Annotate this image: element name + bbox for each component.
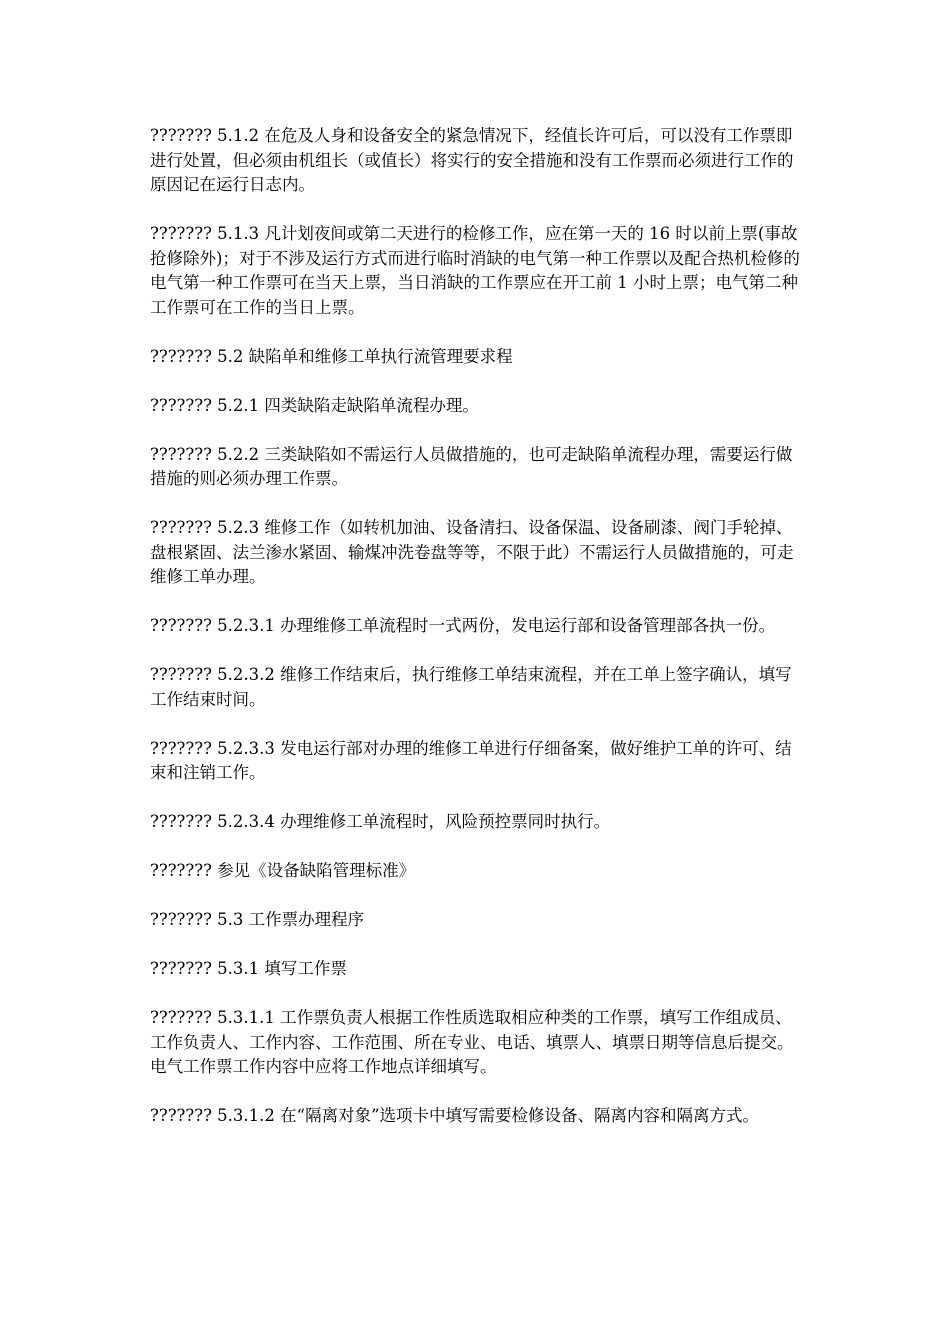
- paragraph-5-1-3: ??????? 5.1.3 凡计划夜间或第二天进行的检修工作，应在第一天的 16 时以前上票(事故抢修除外)；对于不涉及运行方式而进行临时消缺的电气第一种工作票以及配合热机检修的电气第一种工作票可在当天上票，当日消缺的工作票应在开工前 1 小时上票；电气第二种工作票可在工作的当日上票。: [150, 224, 800, 317]
- paragraph-5-2-3-4: ??????? 5.2.3.4 办理维修工单流程时，风险预控票同时执行。: [150, 812, 611, 831]
- paragraph-5-2-3: ??????? 5.2.3 维修工作（如转机加油、设备清扫、设备保温、设备刷漆、阀门手轮掉、盘根紧固、法兰渗水紧固、输煤冲洗卷盘等等，不限于此）不需运行人员做措施的，可走维修工单办理。: [150, 518, 794, 586]
- heading-5-3-1: ??????? 5.3.1 填写工作票: [150, 959, 347, 978]
- heading-5-3: ??????? 5.3 工作票办理程序: [150, 910, 365, 929]
- paragraph-5-3-1-2: ??????? 5.3.1.2 在“隔离对象”选项卡中填写需要检修设备、隔离内容和隔离方式。: [150, 1106, 760, 1125]
- paragraph-5-1-2: ??????? 5.1.2 在危及人身和设备安全的紧急情况下，经值长许可后，可以没有工作票即进行处置，但必须由机组长（或值长）将实行的安全措施和没有工作票而必须进行工作的原因记在运行日志内。: [150, 126, 794, 194]
- heading-5-2: ??????? 5.2 缺陷单和维修工单执行流管理要求程: [150, 346, 513, 366]
- paragraph-5-2-1: ??????? 5.2.1 四类缺陷走缺陷单流程办理。: [150, 395, 479, 415]
- reference-line: ??????? 参见《设备缺陷管理标准》: [150, 861, 416, 880]
- paragraph-5-3-1-1: ??????? 5.3.1.1 工作票负责人根据工作性质选取相应种类的工作票，填写工作组成员、工作负责人、工作内容、工作范围、所在专业、电话、填票人、填票日期等信息后提交。电气工作票工作内容中应将工作地点详细填写。: [150, 1008, 794, 1076]
- paragraph-5-2-3-1: ??????? 5.2.3.1 办理维修工单流程时一式两份，发电运行部和设备管理部各执一份。: [150, 616, 776, 635]
- paragraph-5-2-3-2: ??????? 5.2.3.2 维修工作结束后，执行维修工单结束流程，并在工单上签字确认，填写工作结束时间。: [150, 665, 792, 709]
- paragraph-5-2-2: ??????? 5.2.2 三类缺陷如不需运行人员做措施的，也可走缺陷单流程办理，需要运行做措施的则必须办理工作票。: [150, 444, 793, 488]
- document-page: [150, 124, 802, 1153]
- paragraph-5-2-3-3: ??????? 5.2.3.3 发电运行部对办理的维修工单进行仔细备案，做好维护工单的许可、结束和注销工作。: [150, 738, 792, 782]
